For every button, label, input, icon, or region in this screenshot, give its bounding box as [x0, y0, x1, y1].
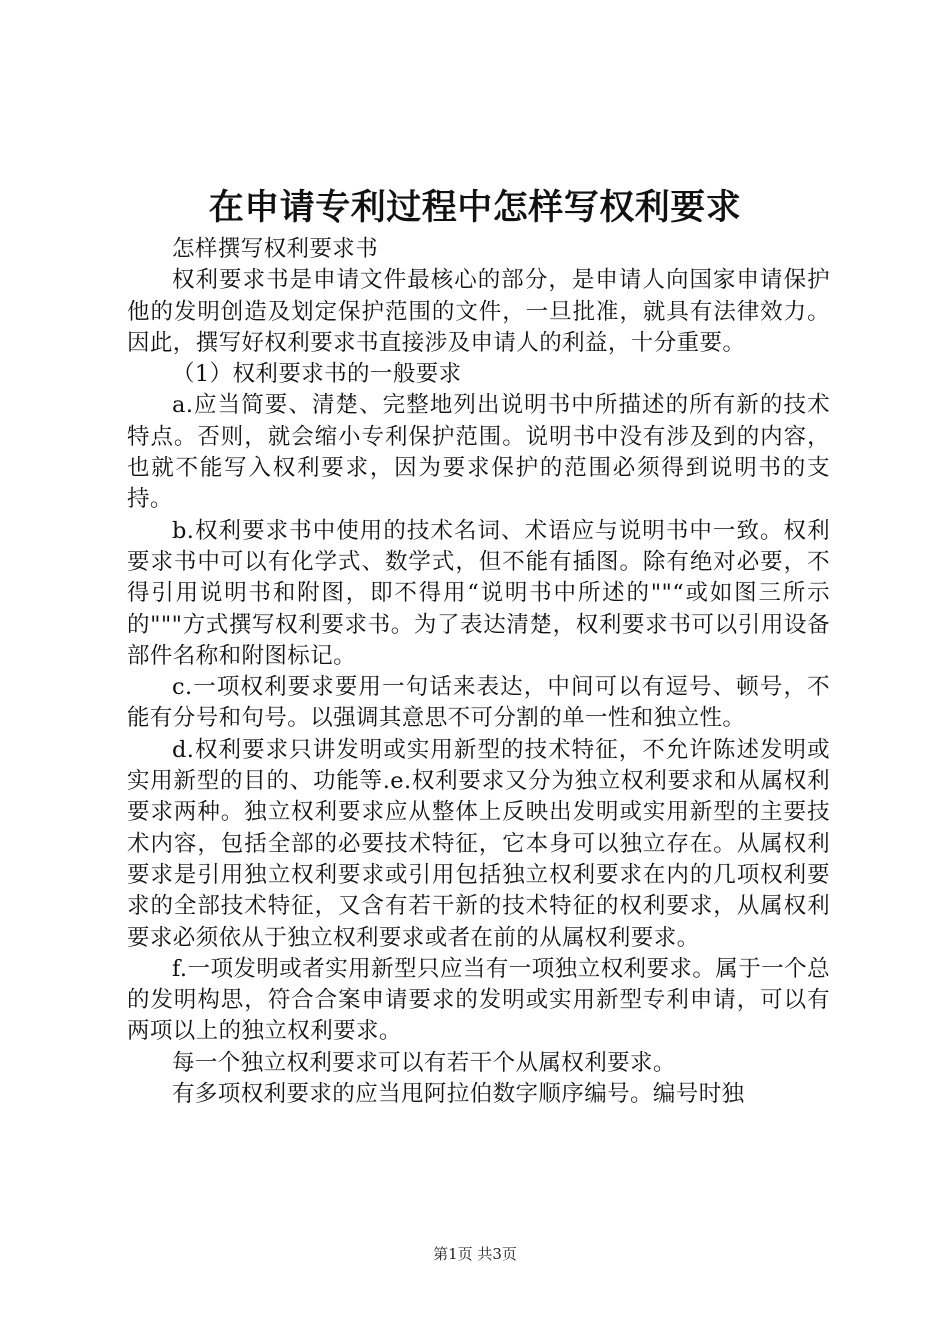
document-body [127, 234, 830, 1110]
document-title: 在申请专利过程中怎样写权利要求 [208, 187, 742, 228]
paragraph-section-heading: （1）权利要求书的一般要求 [172, 361, 462, 388]
page-number-footer: 第1页 共3页 [433, 1245, 517, 1263]
paragraph-item-d-e: d.权利要求只讲发明或实用新型的技术特征，不允许陈述发明或实用新型的目的、功能等.e.权利要求又分为独立权利要求和从属权利要求两种。独立权利要求应从整体上反映出发明或实用新型的主要技术内容，包括全部的必要技术特征，它本身可以独立存在。从属权利要求是引用独立权利要求或引用包括独立权利要求在内的几项权利要求的全部技术特征，又含有若干新的技术特征的权利要求，从属权利要求必须依从于独立权利要求或者在前的从属权利要求。 [127, 736, 830, 951]
paragraph-dependent-claims: 每一个独立权利要求可以有若干个从属权利要求。 [172, 1049, 676, 1076]
paragraph-item-b: b.权利要求书中使用的技术名词、术语应与说明书中一致。权利要求书中可以有化学式、数学式，但不能有插图。除有绝对必要，不得引用说明书和附图，即不得用“说明书中所述的""“或如图三所示的"""方式撰写权利要求书。为了表达清楚，权利要求书可以引用设备部件名称和附图标记。 [127, 517, 830, 669]
paragraph-item-f: f.一项发明或者实用新型只应当有一项独立权利要求。属于一个总的发明构思，符合合案申请要求的发明或实用新型专利申请，可以有两项以上的独立权利要求。 [127, 955, 830, 1045]
paragraph-subtitle: 怎样撰写权利要求书 [172, 236, 379, 262]
paragraph-item-c: c.一项权利要求要用一句话来表达，中间可以有逗号、顿号，不能有分号和句号。以强调其意思不可分割的单一性和独立性。 [127, 674, 830, 732]
paragraph-numbering: 有多项权利要求的应当甩阿拉伯数字顺序编号。编号时独 [172, 1081, 745, 1108]
paragraph-intro: 权利要求书是申请文件最核心的部分，是申请人向国家申请保护他的发明创造及划定保护范围的文件，一旦批准，就具有法律效力。因此，撰写好权利要求书直接涉及申请人的利益，十分重要。 [127, 267, 830, 356]
paragraph-item-a: a.应当简要、清楚、完整地列出说明书中所描述的所有新的技术特点。否则，就会缩小专利保护范围。说明书中没有涉及到的内容，也就不能写入权利要求，因为要求保护的范围必须得到说明书的支持。 [127, 392, 830, 513]
